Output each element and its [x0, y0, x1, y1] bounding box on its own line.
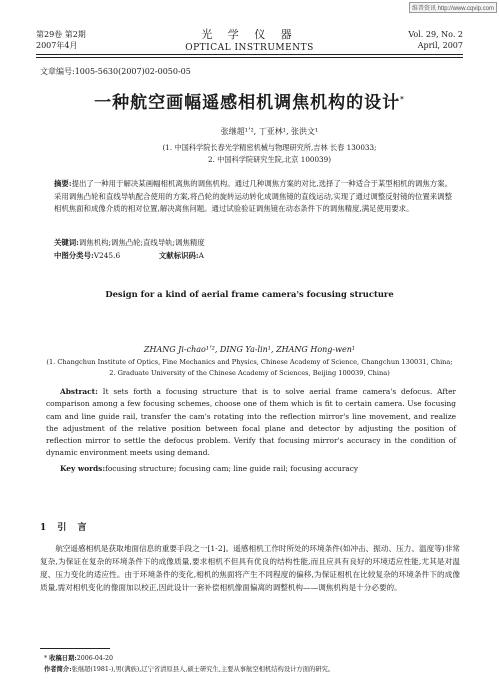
- classification-value: V245.6: [93, 251, 121, 260]
- section-number: 1: [40, 523, 51, 533]
- abstract-en-text: It sets forth a focusing structure that is to solve aerial frame camera's defocus. After comparison among a few focusing schemes, choose one of them which is fit to certain camera. Use focusing cam and line guide rail, transfer the cam's rotating into the reflection mirror's line movement, and realize the adjustment of the relative position between focal plane and detector by adjusting the position of reflection mirror to settle the defocus problem. Verify that focusing mirror's accuracy in the condition of dynamic environment meets using demand.: [46, 387, 456, 458]
- authors-en: ZHANG Ji-chao¹ʼ², DING Ya-lin¹, ZHANG Hong-wen¹: [143, 345, 356, 354]
- article-title-cn: [0, 88, 499, 113]
- abstract-en-label: Abstract:: [60, 387, 98, 396]
- journal-name-cn: 光 学 仪 器: [201, 28, 298, 41]
- keywords-cn-label: 关键词:: [54, 238, 79, 247]
- classification-label: 中图分类号:: [54, 251, 94, 260]
- footnote-bullet: *: [44, 655, 48, 662]
- title-footnote-mark: *: [400, 94, 405, 104]
- doc-code-label: 文献标识码:: [158, 251, 199, 260]
- footnote-rule: [40, 648, 110, 649]
- header-rule-thick: [36, 54, 463, 55]
- received-label: 收稿日期:: [49, 655, 77, 662]
- date-en: April, 2007: [417, 41, 463, 50]
- article-number: 文章编号:1005-5630(2007)02-0050-05: [40, 67, 191, 76]
- author-intro-text: 张继超(1981-),男(满族),辽宁省清原县人,硕士研究生,主要从事航空相机结构设计方面的研究。: [71, 666, 335, 673]
- header-right: [408, 29, 463, 51]
- keywords-cn-text: 调焦机构;调焦凸轮;直线导轨;调焦精度: [78, 238, 205, 247]
- watermark-badge: 维普资讯 http://www.cqvip.com: [409, 2, 497, 13]
- received-date: 2006-04-20: [76, 655, 113, 662]
- affiliation-cn-1: (1. 中国科学院长春光学精密机械与物理研究所,吉林 长春 130033;: [162, 143, 377, 152]
- footnote-author: [44, 664, 334, 673]
- section-title: 引 言: [57, 523, 91, 533]
- affiliation-cn-2: 2. 中国科学院研究生院,北京 100039): [207, 155, 332, 164]
- volume-issue-cn: 第29卷 第2期: [36, 30, 86, 39]
- date-cn: 2007年4月: [36, 41, 78, 50]
- footnote-received: [44, 653, 113, 662]
- body-paragraph: 航空遥感相机是获取地面信息的重要手段之一[1-2]。遥感相机工作时所处的环境条件(如冲击、振动、压力、温度等)非常复杂,为保证在复杂的环境条件下的成像质量,要求相机不但具有优良的结构性能,而且应具有良好的环境适应性能,尤其是对温度、压力变化的适应性。由于环境条件的变化,相机的焦面将产生不同程度的偏移,为保证相机在比较复杂的环境条件下的成像质量,需对相机变化的像面加以校正,因此设计一套补偿相机像面偏离的调整机构——调焦机构是十分必要的。: [40, 544, 460, 592]
- keywords-cn: [54, 237, 205, 248]
- abstract-cn: [54, 178, 452, 216]
- affiliation-en-1: (1. Changchun Institute of Optics, Fine Mechanics and Physics, Chinese Academy of Science, Changchun 130031, China;: [46, 358, 453, 366]
- header-rule-thin: [36, 57, 463, 58]
- keywords-en-label: Key words:: [60, 463, 106, 473]
- section-heading: [40, 520, 91, 533]
- classification-line: [54, 250, 204, 261]
- journal-name-en: OPTICAL INSTRUMENTS: [185, 43, 314, 53]
- article-title-en: Design for a kind of aerial frame camera's focusing structure: [105, 289, 394, 299]
- volume-issue-en: Vol. 29, No. 2: [408, 30, 463, 39]
- keywords-en: [46, 463, 456, 475]
- authors-cn: 张继超¹ʼ², 丁亚林¹, 张洪文¹: [220, 127, 319, 136]
- abstract-cn-label: 摘要:: [54, 179, 72, 188]
- affiliation-en-2: 2. Graduate University of the Chinese Academy of Sciences, Beijing 100039, China): [109, 369, 390, 377]
- doc-code-value: A: [198, 251, 204, 260]
- abstract-en: [46, 386, 456, 475]
- author-intro-label: 作者简介:: [44, 666, 72, 673]
- keywords-en-text: focusing structure; focusing cam; line guide rail; focusing accuracy: [105, 463, 359, 473]
- abstract-cn-text: 提出了一种用于解决某画幅相机离焦的调焦机构。通过几种调焦方案的对比,选择了一种适合于某型相机的调焦方案。采用调焦凸轮和直线导轨配合使用的方案,将凸轮的旋转运动转化成调焦镜的直线运动,实现了通过调整反射镜的位置来调整相机焦面和成像介质的相对位置,解决离焦问题。通过试验验证调焦镜在动态条件下的调焦精度,满足使用要求。: [54, 179, 452, 213]
- title-text: 一种航空画幅遥感相机调焦机构的设计: [94, 93, 401, 113]
